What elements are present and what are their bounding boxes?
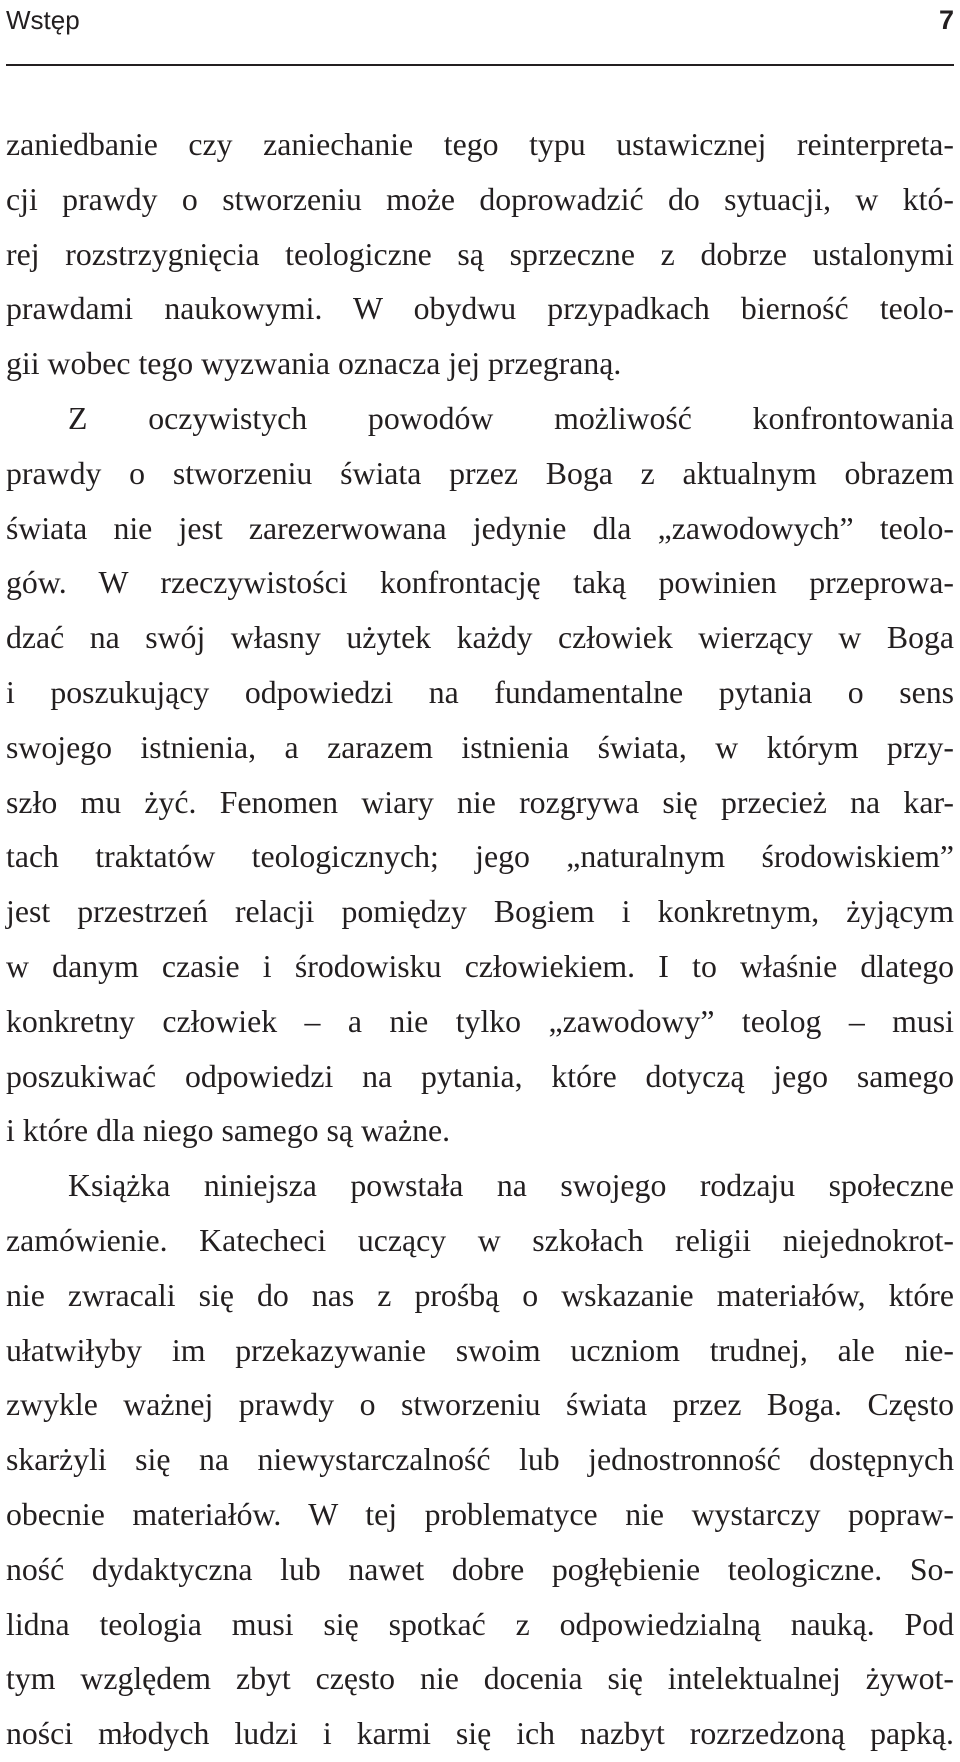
chapter-title: Wstęp (6, 5, 80, 35)
text-line: gii wobec tego wyzwania oznacza jej przegraną. (6, 346, 622, 382)
text-line: Książka niniejsza powstała na swojego rodzaju społeczne (68, 1168, 954, 1204)
text-line: swojego istnienia, a zarazem istnienia świata, w którym przy- (6, 729, 954, 765)
text-line: gów. W rzeczywistości konfrontację taką powinien przeprowa- (6, 565, 954, 601)
text-line: konkretny człowiek – a nie tylko „zawodowy” teolog – musi (6, 1003, 954, 1039)
text-line: nie zwracali się do nas z prośbą o wskazanie materiałów, które (6, 1277, 954, 1313)
text-line: lidna teologia musi się spotkać z odpowiedzialną nauką. Pod (6, 1606, 954, 1642)
running-header (6, 0, 954, 66)
text-line: Z oczywistych powodów możliwość konfrontowania (68, 400, 954, 436)
text-line: obecnie materiałów. W tej problematyce nie wystarczy popraw- (6, 1496, 954, 1532)
text-line: i poszukujący odpowiedzi na fundamentalne pytania o sens (6, 674, 954, 710)
text-line: skarżyli się na niewystarczalność lub jednostronność dostępnych (6, 1442, 954, 1478)
text-line: tach traktatów teologicznych; jego „naturalnym środowiskiem” (6, 839, 954, 875)
page-number: 7 (938, 5, 954, 35)
text-line: ność dydaktyczna lub nawet dobre pogłębienie teologiczne. So- (6, 1551, 954, 1587)
text-line: tym względem zbyt często nie docenia się intelektualnej żywot- (6, 1661, 954, 1697)
text-line: cji prawdy o stworzeniu może doprowadzić do sytuacji, w któ- (6, 181, 954, 217)
text-line: zwykle ważnej prawdy o stworzeniu świata przez Boga. Często (6, 1387, 954, 1423)
text-line: zaniedbanie czy zaniechanie tego typu ustawicznej reinterpreta- (6, 127, 954, 162)
text-line: rej rozstrzygnięcia teologiczne są sprzeczne z dobrze ustalonymi (6, 236, 954, 272)
text-line: ności młodych ludzi i karmi się ich nazbyt rozrzedzoną papką. (6, 1716, 954, 1752)
text-line: w danym czasie i środowisku człowiekiem. I to właśnie dlatego (6, 948, 954, 984)
text-line: prawdami naukowymi. W obydwu przypadkach bierność teolo- (6, 291, 954, 327)
text-line: dzać na swój własny użytek każdy człowiek wierzący w Boga (6, 620, 954, 656)
text-line: poszukiwać odpowiedzi na pytania, które dotyczą jego samego (6, 1058, 954, 1094)
body-text (6, 118, 954, 1762)
text-line: szło mu żyć. Fenomen wiary nie rozgrywa się przecież na kar- (6, 784, 954, 820)
text-line: i które dla niego samego są ważne. (6, 1113, 451, 1149)
text-line: świata nie jest zarezerwowana jedynie dla „zawodowych” teolo- (6, 510, 954, 546)
text-line: prawdy o stworzeniu świata przez Boga z aktualnym obrazem (6, 455, 954, 491)
text-line: ułatwiłyby im przekazywanie swoim uczniom trudnej, ale nie- (6, 1332, 954, 1368)
text-line: jest przestrzeń relacji pomiędzy Bogiem i konkretnym, żyjącym (6, 894, 954, 930)
text-line: zamówienie. Katecheci uczący w szkołach religii niejednokrot- (6, 1222, 954, 1258)
